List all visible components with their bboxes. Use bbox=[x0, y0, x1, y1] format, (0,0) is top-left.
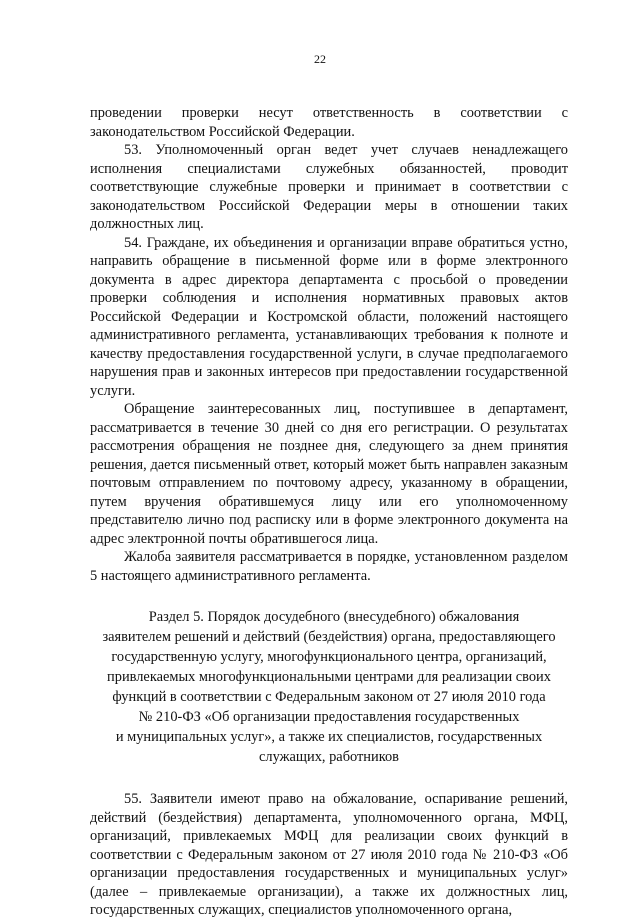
paragraph-55: 55. Заявители имеют право на обжалование, оспаривание решений, действий (бездействия) департамента, уполномоченного органа, МФЦ, организаций, привлекаемых МФЦ для реализации своих функций в соответствии с Федеральным законом от 27 июля 2010 года № 210-ФЗ «Об организации предоставления государственных и муниципальных услуг» (далее – привлекаемые организации), а также их должностных лиц, государственных служащих, специалистов уполномоченного органа, bbox=[90, 791, 568, 918]
heading-line: и муниципальных услуг», а также их специалистов, государственных bbox=[115, 729, 543, 745]
section-5-heading bbox=[90, 607, 568, 767]
paragraph-appeal-review: Обращение заинтересованных лиц, поступившее в департамент, рассматривается в течение 30 дней со дня его регистрации. О результатах рассмотрения обращения не позднее дня, следующего за днем принятия решения, дается письменный ответ, который может быть направлен заказным почтовым отправлением по почтовому адресу, указанному в обращении, путем вручения обратившемуся лицу или его уполномоченному представителю лично под расписку или в форме электронного документа на адрес электронной почты обратившегося лица. bbox=[90, 401, 568, 547]
heading-line: привлекаемых многофункциональными центрами для реализации своих bbox=[107, 669, 551, 685]
paragraph-complaint: Жалоба заявителя рассматривается в порядке, установленном разделом 5 настоящего административного регламента. bbox=[90, 549, 568, 584]
paragraph-54: 54. Граждане, их объединения и организации вправе обратиться устно, направить обращение в письменной форме или в форме электронного документа в адрес директора департамента с просьбой о проведении проверки соблюдения и исполнения нормативных правовых актов Российской Федерации и Костромской области, положений настоящего административного регламента, устанавливающих требования к полноте и качеству предоставления государственной услуги, в случае предполагаемого нарушения прав и законных интересов при предоставлении государственной услуги. bbox=[90, 234, 568, 399]
heading-line: заявителем решений и действий (бездействия) органа, предоставляющего bbox=[102, 629, 556, 645]
heading-line: № 210-ФЗ «Об организации предоставления государственных bbox=[138, 709, 520, 725]
document-body bbox=[90, 104, 568, 920]
heading-line: государственную услугу, многофункционального центра, организаций, bbox=[111, 649, 547, 665]
heading-line: Раздел 5. Порядок досудебного (внесудебного) обжалования bbox=[148, 609, 520, 625]
heading-line: служащих, работников bbox=[259, 749, 399, 765]
heading-line: функций в соответствии с Федеральным законом от 27 июля 2010 года bbox=[112, 689, 546, 705]
paragraph-continuation: проведении проверки несут ответственность в соответствии с законодательством Российской Федерации. bbox=[90, 105, 568, 140]
paragraph-53: 53. Уполномоченный орган ведет учет случаев ненадлежащего исполнения специалистами служебных обязанностей, проводит соответствующие служебные проверки и принимает в соответствии с законодательством Российской Федерации меры в отношении таких должностных лиц. bbox=[90, 142, 568, 232]
page-number: 22 bbox=[314, 52, 326, 66]
